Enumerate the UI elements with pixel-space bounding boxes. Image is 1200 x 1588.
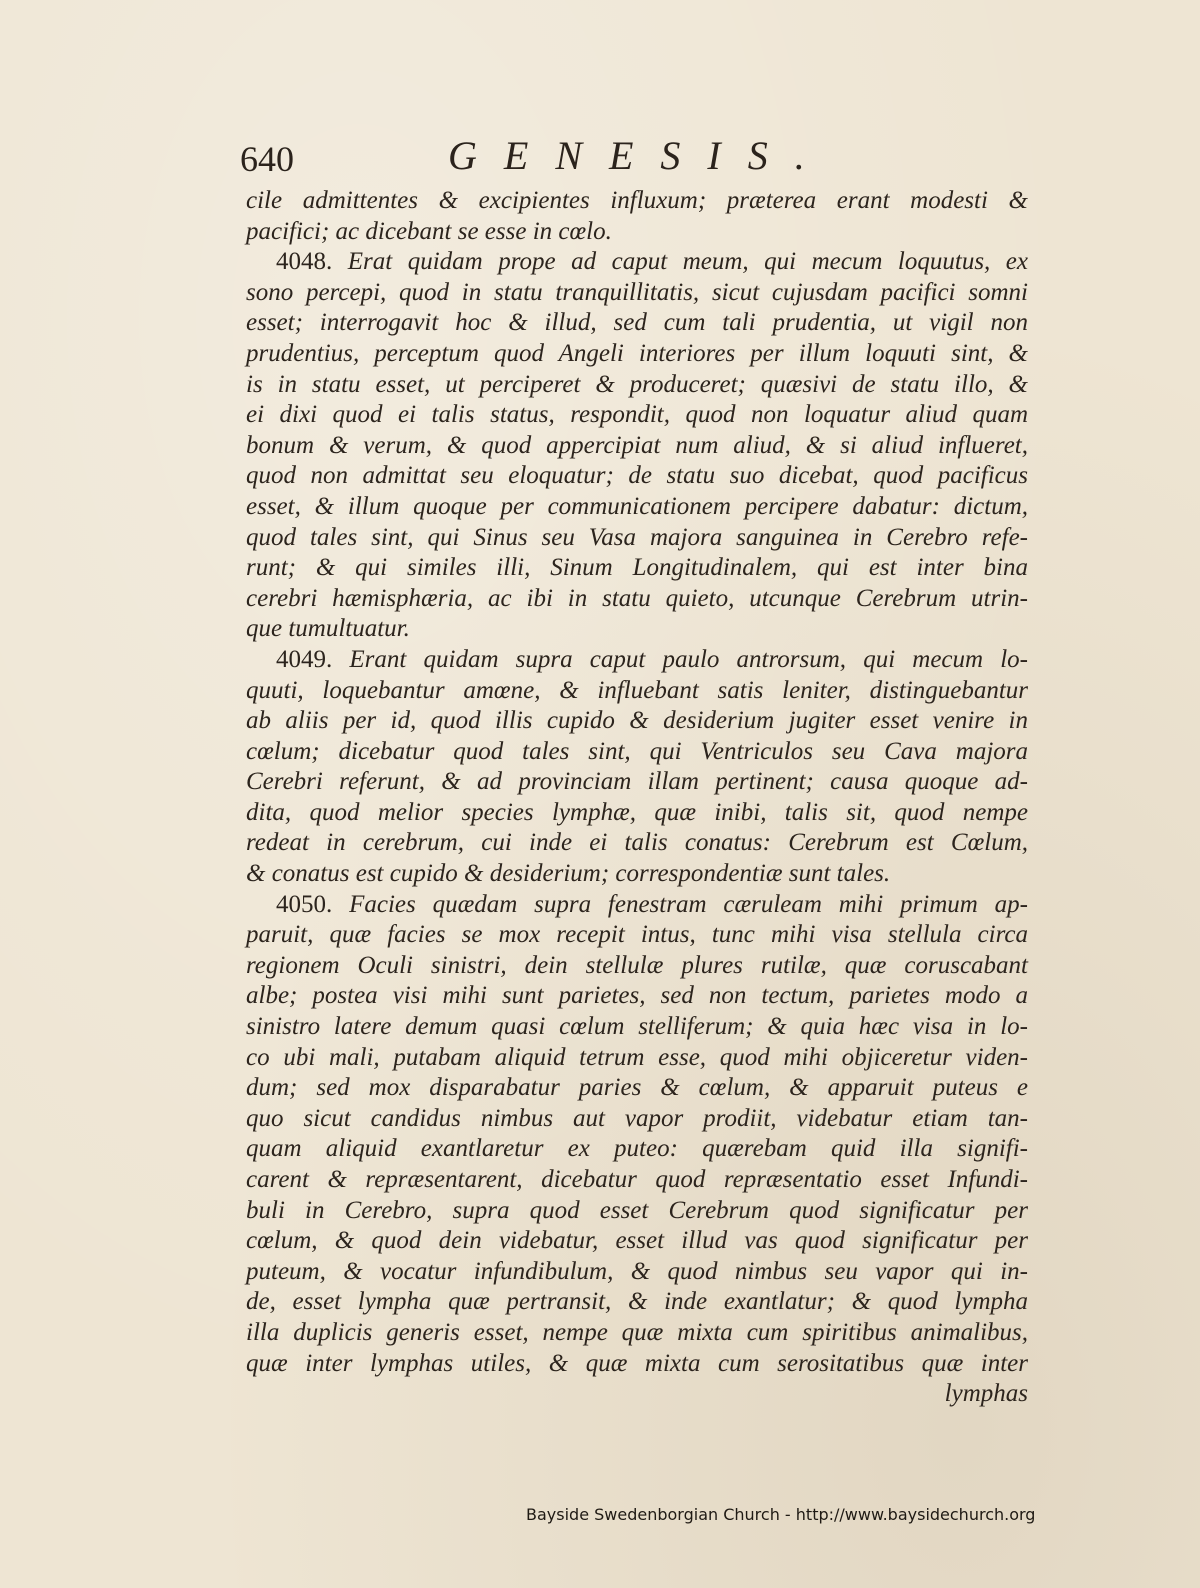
paragraph-4050 [246,890,1028,1380]
text-line: ab aliis per id, quod illis cupido & desiderium jugiter esset venire in [246,707,1028,735]
page-number: 640 [240,139,294,179]
text-line: esset; interrogavit hoc & illud, sed cum tali prudentia, ut vigil non [246,309,1028,337]
text-line: quod non admittat seu eloquatur; de statu suo dicebat, quod pacificus [246,462,1028,490]
text-line: sinistro latere demum quasi cœlum stelliferum; & quia hæc visa in lo- [246,1013,1028,1041]
text-line: quam aliquid exantlaretur ex puteo: quærebam quid illa signifi- [246,1135,1028,1163]
running-title: GENESIS. [448,133,832,178]
text-line: illa duplicis generis esset, nempe quæ mixta cum spiritibus animalibus, [246,1318,1028,1346]
text-line: bonum & verum, & quod appercipiat num aliud, & si aliud influeret, [246,431,1028,459]
text-line: que tumultuatur. [246,615,410,643]
text-line: carent & repræsentarent, dicebatur quod repræsentatio esset Infundi- [246,1166,1028,1193]
text-line: pacifici; ac dicebant se esse in cœlo. [246,217,612,245]
text-line: cœlum, & quod dein videbatur, esset illud vas quod significatur per [246,1227,1028,1255]
text-line [246,890,1028,921]
text-line: de, esset lympha quæ pertransit, & inde exantlatur; & quod lympha [246,1288,1028,1316]
text-line: quo sicut candidus nimbus aut vapor prodiit, videbatur etiam tan- [246,1104,1028,1132]
page-header [240,132,1040,182]
text-line: buli in Cerebro, supra quod esset Cerebrum quod significatur per [246,1196,1028,1224]
text-line: & conatus est cupido & desiderium; correspondentiæ sunt tales. [246,860,891,888]
text-line: runt; & qui similes illi, Sinum Longitudinalem, qui est inter bina [246,554,1028,582]
paragraph-4049 [246,645,1028,890]
paragraph-number: 4048. [276,248,333,276]
text-line-content: Facies quædam supra fenestram cæruleam mihi primum ap- [349,890,1029,918]
footer-credit: Bayside Swedenborgian Church - http://www.baysidechurch.org [526,1505,1036,1524]
catchword: lymphas [944,1380,1028,1408]
text-line-content: Erant quidam supra caput paulo antrorsum, qui mecum lo- [349,645,1029,673]
text-line [246,645,1028,676]
text-line: puteum, & vocatur infundibulum, & quod nimbus seu vapor qui in- [246,1257,1028,1285]
text-line: sono percepi, quod in statu tranquillitatis, sicut cujusdam pacifici somni [246,278,1028,306]
text-line: quuti, loquebantur amœne, & influebant satis leniter, distinguebantur [246,676,1028,704]
text-line: regionem Oculi sinistri, dein stellulæ plures rutilæ, quæ coruscabant [246,951,1028,979]
paragraph-number: 4049. [276,645,333,673]
text-line: albe; postea visi mihi sunt parietes, sed non tectum, parietes modo a [246,982,1028,1010]
text-line: dum; sed mox disparabatur paries & cœlum, & apparuit puteus e [246,1074,1028,1102]
body-text [246,186,1028,1410]
paragraph-4048 [246,247,1028,645]
text-line-content: Erat quidam prope ad caput meum, qui mecum loquutus, ex [347,248,1028,276]
text-line: paruit, quæ facies se mox recepit intus, tunc mihi visa stellula circa [246,921,1028,949]
text-line: cerebri hæmisphæria, ac ibi in statu quieto, utcunque Cerebrum utrin- [246,584,1028,612]
text-line: co ubi mali, putabam aliquid tetrum esse, quod mihi objiceretur viden- [246,1043,1028,1071]
text-line: quæ inter lymphas utiles, & quæ mixta cum serositatibus quæ inter [246,1349,1028,1377]
text-line: Cerebri referunt, & ad provinciam illam pertinent; causa quoque ad- [246,768,1028,796]
text-line: cœlum; dicebatur quod tales sint, qui Ventriculos seu Cava majora [246,737,1028,765]
text-line: quod tales sint, qui Sinus seu Vasa majora sanguinea in Cerebro refe- [246,523,1028,551]
text-line: redeat in cerebrum, cui inde ei talis conatus: Cerebrum est Cœlum, [246,829,1028,857]
paragraph-number: 4050. [276,890,333,918]
text-line: is in statu esset, ut perciperet & produceret; quæsivi de statu illo, & [246,370,1028,398]
text-line: dita, quod melior species lymphæ, quæ inibi, talis sit, quod nempe [246,798,1028,826]
text-line: esset, & illum quoque per communicationem percipere dabatur: dictum, [246,492,1028,520]
text-line: cile admittentes & excipientes influxum; præterea erant modesti & [246,187,1028,214]
text-line: prudentius, perceptum quod Angeli interiores per illum loquuti sint, & [246,339,1028,367]
text-line: ei dixi quod ei talis status, respondit, quod non loquatur aliud quam [246,401,1028,429]
paragraph-continuation [246,186,1028,247]
text-line [246,247,1028,278]
